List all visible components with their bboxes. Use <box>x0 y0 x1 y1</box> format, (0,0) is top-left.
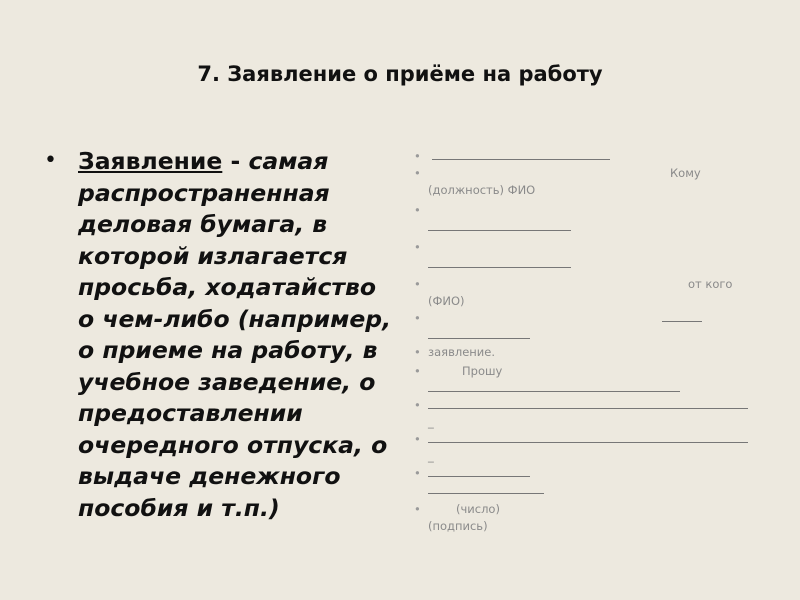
bullet-icon: • <box>44 148 57 173</box>
form-line-item <box>414 397 759 431</box>
application-form-template <box>414 148 759 535</box>
bullet-icon: • <box>414 502 421 516</box>
form-line-item <box>414 501 759 535</box>
bullet-icon: • <box>414 149 421 163</box>
form-line-item <box>414 239 759 273</box>
underscore-char: _ <box>428 449 434 463</box>
blank-line <box>428 465 530 477</box>
bullet-icon: • <box>414 466 421 480</box>
application-word: заявление. <box>428 345 496 359</box>
bullet-icon: • <box>414 345 421 359</box>
blank-line <box>428 219 571 231</box>
form-line-item <box>414 276 759 310</box>
blank-line <box>428 397 748 409</box>
form-line-item <box>414 202 759 236</box>
bullet-icon: • <box>414 398 421 412</box>
signature-label: (подпись) <box>428 519 488 533</box>
from-whom-label: от кого <box>688 277 733 291</box>
underscore-char: _ <box>428 415 434 429</box>
definition-text <box>78 146 394 524</box>
bullet-icon: • <box>414 277 421 291</box>
blank-line <box>428 431 748 443</box>
definition-term: Заявление <box>78 147 223 175</box>
bullet-icon: • <box>414 364 421 378</box>
bullet-icon: • <box>414 240 421 254</box>
form-line-item <box>414 465 759 499</box>
blank-line <box>428 327 530 339</box>
definition-emphasis: самая распространенная деловая бумага, в которой излагается просьба, ходатайство о чем-либо (например, о приеме на работу, в учебное заведение, о предоставлении очередного отпуска, о выдаче денежного пособия и т.п.) <box>78 147 392 522</box>
definition-dash: - <box>222 147 249 175</box>
bullet-icon: • <box>414 432 421 446</box>
form-line-item <box>414 363 759 397</box>
form-line-item <box>414 344 759 361</box>
bullet-icon: • <box>414 166 421 180</box>
slide-title: 7. Заявление о приёме на работу <box>197 62 603 86</box>
bullet-icon: • <box>414 203 421 217</box>
form-line-item <box>414 165 759 199</box>
blank-line <box>428 256 571 268</box>
form-line-item <box>414 310 759 344</box>
form-line-item <box>414 431 759 465</box>
definition-block <box>44 146 394 524</box>
date-label: (число) <box>456 502 500 516</box>
request-label: Прошу <box>462 364 503 378</box>
fio-label: (ФИО) <box>428 294 465 308</box>
komu-label: Кому <box>670 166 701 180</box>
position-name-label: (должность) ФИО <box>428 183 536 197</box>
blank-line <box>428 380 680 392</box>
blank-line <box>428 482 544 494</box>
form-line-item <box>414 148 759 165</box>
blank-line <box>432 148 610 160</box>
bullet-icon: • <box>414 311 421 325</box>
blank-line <box>662 310 702 322</box>
